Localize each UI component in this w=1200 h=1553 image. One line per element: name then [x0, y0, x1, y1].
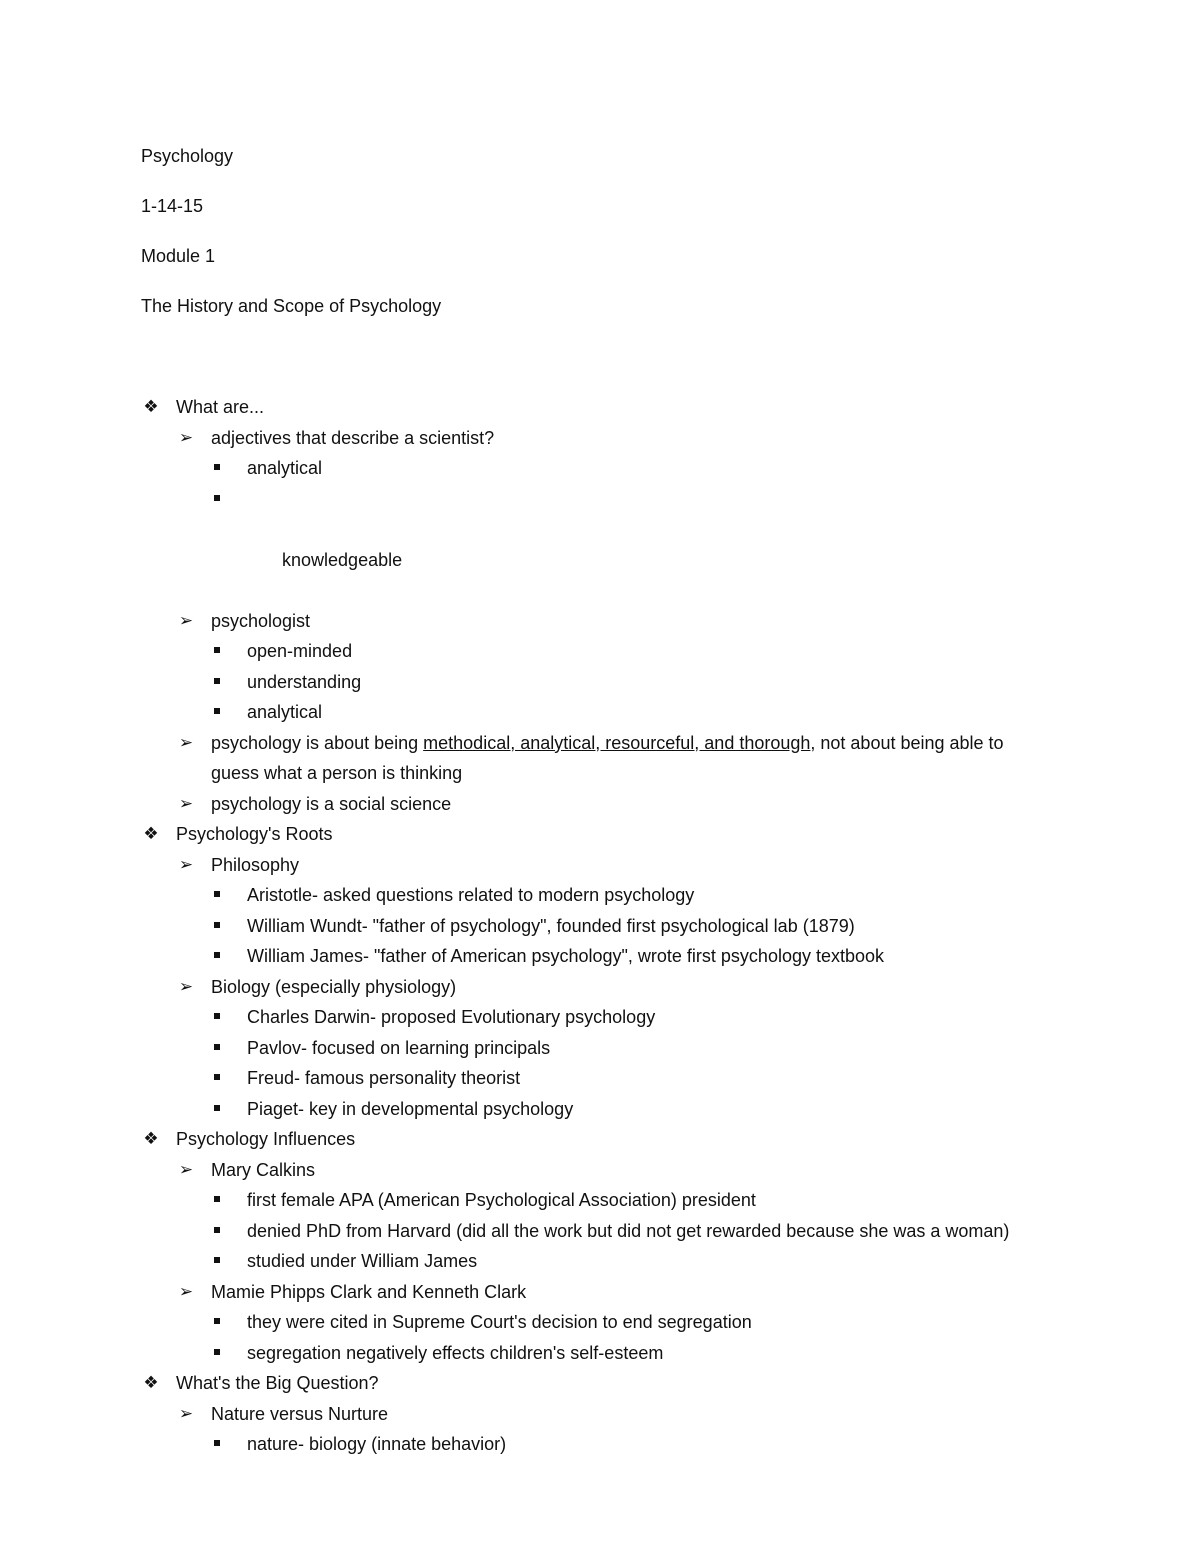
list-item — [0, 453, 1200, 484]
item-label: William James- "father of American psychology", wrote first psychology textbook — [247, 946, 885, 966]
list-item — [0, 697, 1200, 728]
list-item — [0, 1094, 1200, 1125]
list-item — [0, 636, 1200, 667]
item-label: knowledgeable — [277, 549, 403, 570]
square-bullet-icon — [205, 1307, 229, 1338]
list-item — [0, 1063, 1200, 1094]
diamond-bullet-icon: ❖ — [143, 824, 159, 843]
item-label: nature- biology (innate behavior) — [247, 1434, 507, 1454]
square-bullet-icon — [205, 1185, 229, 1216]
arrow-bullet-icon: ➢ — [178, 427, 194, 447]
item-label-pre: psychology is about being — [211, 732, 424, 753]
list-item — [0, 1338, 1200, 1369]
arrow-bullet-icon: ➢ — [178, 793, 194, 813]
list-item — [0, 728, 1041, 789]
section-label: Psychology Influences — [176, 1129, 356, 1149]
square-bullet-icon — [205, 1063, 229, 1094]
section-psychology-roots — [0, 819, 1200, 850]
list-item — [0, 911, 1200, 942]
item-label: open-minded — [247, 641, 353, 661]
subject-line: Psychology — [141, 146, 234, 166]
list-item — [0, 1307, 1200, 1338]
item-label: Freud- famous personality theorist — [247, 1068, 521, 1088]
square-bullet-icon — [205, 1216, 229, 1247]
arrow-bullet-icon: ➢ — [178, 1403, 194, 1423]
list-item — [0, 1429, 1200, 1460]
item-label-underlined: methodical, analytical, resourceful, and thorough — [423, 732, 811, 753]
item-label: William Wundt- "father of psychology", founded first psychological lab (1879) — [247, 915, 855, 936]
item-label: studied under William James — [247, 1251, 478, 1271]
square-bullet-icon — [205, 697, 229, 728]
item-label: Philosophy — [211, 854, 300, 875]
square-bullet-icon — [205, 911, 229, 942]
item-label: Mary Calkins — [211, 1159, 316, 1180]
item-label: segregation negatively effects children's self-esteem — [247, 1342, 664, 1363]
diamond-bullet-icon: ❖ — [143, 1373, 159, 1392]
section-label: What's the Big Question? — [176, 1373, 379, 1393]
list-item — [0, 1216, 1067, 1247]
item-label: Pavlov- focused on learning principals — [247, 1037, 551, 1058]
document-title: The History and Scope of Psychology — [141, 296, 442, 316]
list-item — [0, 606, 1200, 637]
arrow-bullet-icon: ➢ — [178, 1159, 194, 1179]
square-bullet-icon — [205, 1246, 229, 1277]
item-label: psychologist — [211, 610, 311, 631]
square-bullet-icon — [205, 484, 229, 515]
list-item — [0, 1002, 1200, 1033]
list-item — [0, 972, 1200, 1003]
list-item — [0, 1185, 1200, 1216]
list-item — [0, 1155, 1200, 1186]
list-item — [0, 1246, 1200, 1277]
module-line: Module 1 — [141, 246, 216, 266]
square-bullet-icon — [205, 1429, 229, 1460]
item-label: analytical — [247, 458, 323, 478]
list-item — [0, 880, 1200, 911]
list-item — [0, 484, 1200, 606]
item-label: psychology is a social science — [211, 793, 452, 814]
date-line: 1-14-15 — [141, 196, 204, 216]
item-label: Nature versus Nurture — [211, 1403, 389, 1424]
item-label: they were cited in Supreme Court's decision to end segregation — [247, 1312, 752, 1332]
arrow-bullet-icon: ➢ — [178, 610, 194, 630]
list-item — [0, 1399, 1200, 1430]
item-label: Piaget- key in developmental psychology — [247, 1098, 574, 1119]
list-item — [0, 941, 1200, 972]
list-item — [0, 667, 1200, 698]
item-label: understanding — [247, 671, 362, 692]
section-what-are — [0, 392, 1200, 423]
arrow-bullet-icon: ➢ — [178, 976, 194, 996]
arrow-bullet-icon: ➢ — [178, 732, 194, 752]
item-label: first female APA (American Psychological Association) president — [247, 1190, 756, 1210]
item-label: analytical — [247, 702, 323, 722]
section-label: What are... — [176, 397, 265, 417]
list-item — [0, 423, 1200, 454]
section-label: Psychology's Roots — [176, 824, 333, 844]
list-item — [0, 850, 1200, 881]
diamond-bullet-icon: ❖ — [143, 1129, 159, 1148]
item-label-post: , not about being able to guess what a person is thinking — [211, 732, 1004, 783]
item-label: Charles Darwin- proposed Evolutionary psychology — [247, 1007, 656, 1027]
section-psychology-influences — [0, 1124, 1200, 1155]
list-item — [0, 789, 1200, 820]
square-bullet-icon — [205, 1033, 229, 1064]
arrow-bullet-icon: ➢ — [178, 854, 194, 874]
square-bullet-icon — [205, 1002, 229, 1033]
square-bullet-icon — [205, 667, 229, 698]
square-bullet-icon — [205, 880, 229, 911]
square-bullet-icon — [205, 1094, 229, 1125]
square-bullet-icon — [205, 941, 229, 972]
square-bullet-icon — [205, 636, 229, 667]
arrow-bullet-icon: ➢ — [178, 1281, 194, 1301]
square-bullet-icon — [205, 1338, 229, 1369]
notes-outline — [0, 392, 1200, 1460]
item-label: Aristotle- asked questions related to modern psychology — [247, 885, 695, 905]
item-label: denied PhD from Harvard (did all the work but did not get rewarded because she was a woman) — [247, 1220, 1010, 1241]
diamond-bullet-icon: ❖ — [143, 397, 159, 416]
item-label: Mamie Phipps Clark and Kenneth Clark — [211, 1281, 527, 1302]
list-item — [0, 1277, 1200, 1308]
item-label: adjectives that describe a scientist? — [211, 427, 495, 448]
square-bullet-icon — [205, 453, 229, 484]
item-label: Biology (especially physiology) — [211, 976, 457, 997]
section-big-question — [0, 1368, 1200, 1399]
list-item — [0, 1033, 1200, 1064]
